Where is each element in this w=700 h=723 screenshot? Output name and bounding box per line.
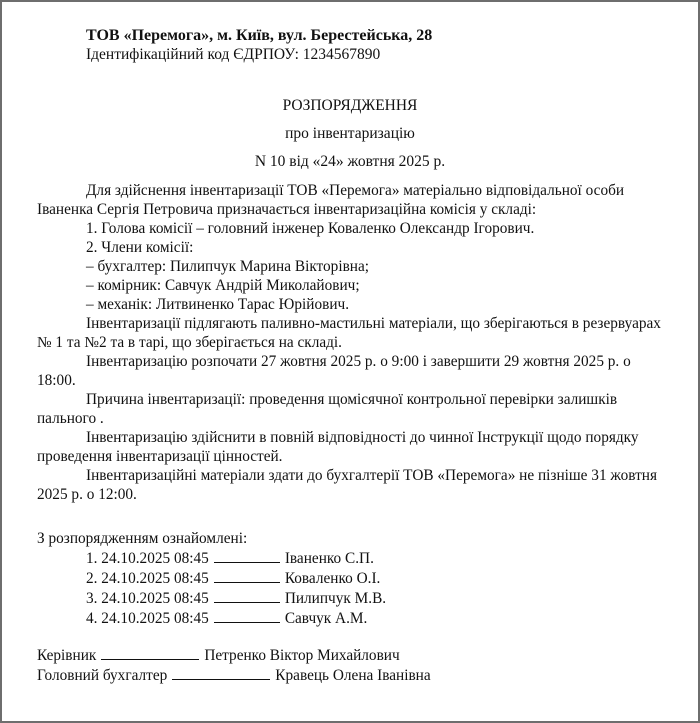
commission-chair: 1. Голова комісії – головний інженер Коваленко Олександр Ігорович. [86, 220, 535, 237]
signature-line [214, 608, 280, 623]
schedule-paragraph: Інвентаризацію розпочати 27 жовтня 2025 р. о 9:00 і завершити 29 жовтня 2025 р. о 18:00. [37, 353, 631, 389]
order-body [37, 181, 667, 504]
company-header [86, 26, 432, 64]
acknowledgement-row [37, 548, 386, 568]
acknowledgement-row [37, 608, 386, 628]
submission-paragraph: Інвентаризаційні матеріали здати до бухгалтерії ТОВ «Перемога» не пізніше 31 жовтня 2025 р. о 12:00. [37, 467, 657, 503]
acknowledgement-block [37, 529, 386, 628]
signature-line [214, 588, 280, 603]
document-subject: про інвентаризацію [285, 125, 415, 142]
ack-date: 1. 24.10.2025 08:45 [86, 550, 209, 567]
ack-date: 4. 24.10.2025 08:45 [86, 610, 209, 627]
ack-date: 3. 24.10.2025 08:45 [86, 590, 209, 607]
signature-line [172, 665, 270, 680]
accountant-signature-row [37, 665, 431, 685]
signature-line [214, 548, 280, 563]
ack-name: Іваненко С.П. [284, 550, 374, 567]
acknowledgement-row [37, 588, 386, 608]
acknowledgement-heading: З розпорядженням ознайомлені: [37, 530, 248, 547]
reason-paragraph: Причина інвентаризації: проведення щомісячної контрольної перевірки залишків пального . [37, 391, 618, 427]
edrpou-code: Ідентифікаційний код ЄДРПОУ: 1234567890 [86, 46, 381, 63]
accountant-name: Кравець Олена Іванівна [275, 667, 431, 684]
signature-block [37, 645, 431, 685]
ack-date: 2. 24.10.2025 08:45 [86, 570, 209, 587]
compliance-paragraph: Інвентаризацію здійснити в повній відповідності до чинної Інструкції щодо порядку проведення інвентаризації цінностей. [37, 429, 639, 465]
ack-name: Пилипчук М.В. [284, 590, 387, 607]
director-label: Керівник [37, 647, 97, 664]
intro-paragraph: Для здійснення інвентаризації ТОВ «Перемога» матеріально відповідальної особи Іваненка Сергія Петровича призначається інвентаризаційна комісія у складі: [37, 182, 625, 218]
ack-name: Савчук А.М. [284, 610, 368, 627]
document-title-block [2, 92, 698, 176]
document-type: РОЗПОРЯДЖЕННЯ [282, 97, 418, 114]
commission-member: – бухгалтер: Пилипчук Марина Вікторівна; [86, 258, 370, 275]
commission-member: – комірник: Савчук Андрій Миколайович; [86, 277, 360, 294]
inventory-subject-paragraph: Інвентаризації підлягають паливно-мастильні матеріали, що зберігаються в резервуарах № 1 та №2 та в тарі, що зберігається на складі. [37, 315, 661, 351]
document-number-date: N 10 від «24» жовтня 2025 р. [254, 153, 446, 170]
accountant-label: Головний бухгалтер [37, 667, 168, 684]
commission-member: – механік: Литвиненко Тарас Юрійович. [86, 296, 350, 313]
company-address: ТОВ «Перемога», м. Київ, вул. Берестейська, 28 [86, 27, 433, 44]
signature-line [101, 645, 199, 660]
commission-members-heading: 2. Члени комісії: [86, 239, 194, 256]
director-signature-row [37, 645, 431, 665]
signature-line [214, 568, 280, 583]
ack-name: Коваленко О.І. [284, 570, 381, 587]
director-name: Петренко Віктор Михайлович [204, 647, 400, 664]
acknowledgement-row [37, 568, 386, 588]
